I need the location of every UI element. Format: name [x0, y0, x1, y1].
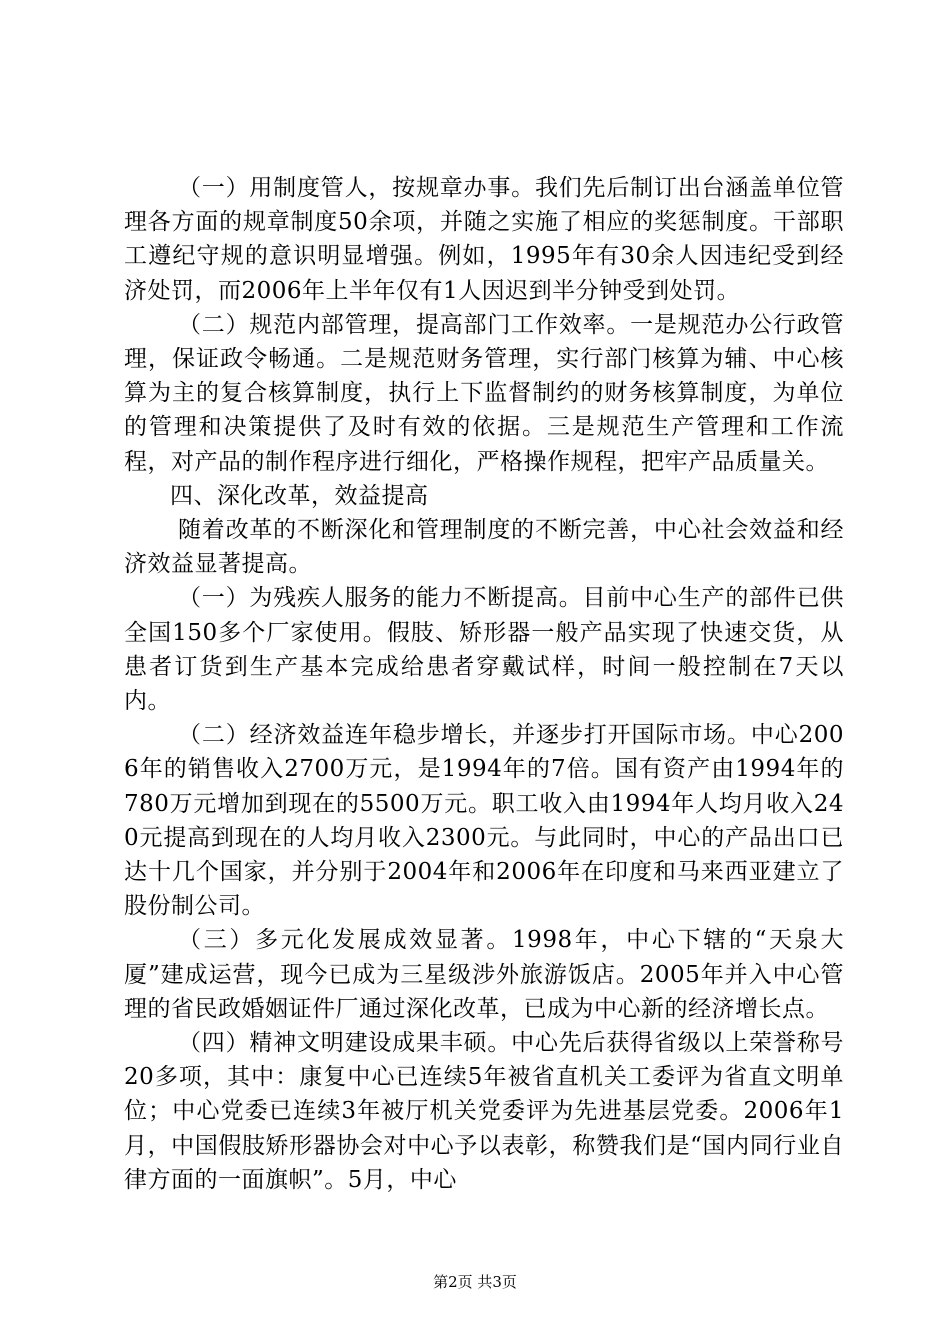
paragraph-internal-management: （二）规范内部管理，提高部门工作效率。一是规范办公行政管理，保证政令畅通。二是规范财务管理，实行部门核算为辅、中心核算为主的复合核算制度，执行上下监督制约的财务核算制度，为单位的管理和决策提供了及时有效的依据。三是规范生产管理和工作流程，对产品的制作程序进行细化，严格操作规程，把牢产品质量关。 [124, 311, 844, 475]
section-heading-reform: 四、深化改革，效益提高 [170, 482, 429, 509]
paragraph-economic-growth: （二）经济效益连年稳步增长，并逐步打开国际市场。中心2006年的销售收入2700万元，是1994年的7倍。国有资产由1994年的780万元增加到现在的5500万元。职工收入由1994年人均月收入240元提高到现在的人均月收入2300元。与此同时，中心的产品出口已达十几个国家，并分别于2004年和2006年在印度和马来西亚建立了股份制公司。 [124, 722, 844, 920]
document-body [124, 171, 844, 1197]
paragraph-service-capacity: （一）为残疾人服务的能力不断提高。目前中心生产的部件已供全国150多个厂家使用。假肢、矫形器一般产品实现了快速交货，从患者订货到生产基本完成给患者穿戴试样，时间一般控制在7天以内。 [124, 585, 844, 715]
paragraph-rules-management: （一）用制度管人，按规章办事。我们先后制订出台涵盖单位管理各方面的规章制度50余项，并随之实施了相应的奖惩制度。干部职工遵纪守规的意识明显增强。例如，1995年有30余人因违纪受到经济处罚，而2006年上半年仅有1人因迟到半分钟受到处罚。 [124, 175, 844, 304]
page-number-footer: 第2页 共3页 [433, 1273, 517, 1291]
paragraph-spiritual-civilization: （四）精神文明建设成果丰硕。中心先后获得省级以上荣誉称号20多项，其中：康复中心已连续5年被省直机关工委评为省直文明单位；中心党委已连续3年被厅机关党委评为先进基层党委。2006年1月，中国假肢矫形器协会对中心予以表彰，称赞我们是“国内同行业自律方面的一面旗帜”。5月，中心 [124, 1030, 844, 1193]
paragraph-diversification: （三）多元化发展成效显著。1998年，中心下辖的“天泉大厦”建成运营，现今已成为三星级涉外旅游饭店。2005年并入中心管理的省民政婚姻证件厂通过深化改革，已成为中心新的经济增长点。 [124, 927, 844, 1022]
paragraph-reform-intro: 随着改革的不断深化和管理制度的不断完善，中心社会效益和经济效益显著提高。 [124, 517, 844, 578]
